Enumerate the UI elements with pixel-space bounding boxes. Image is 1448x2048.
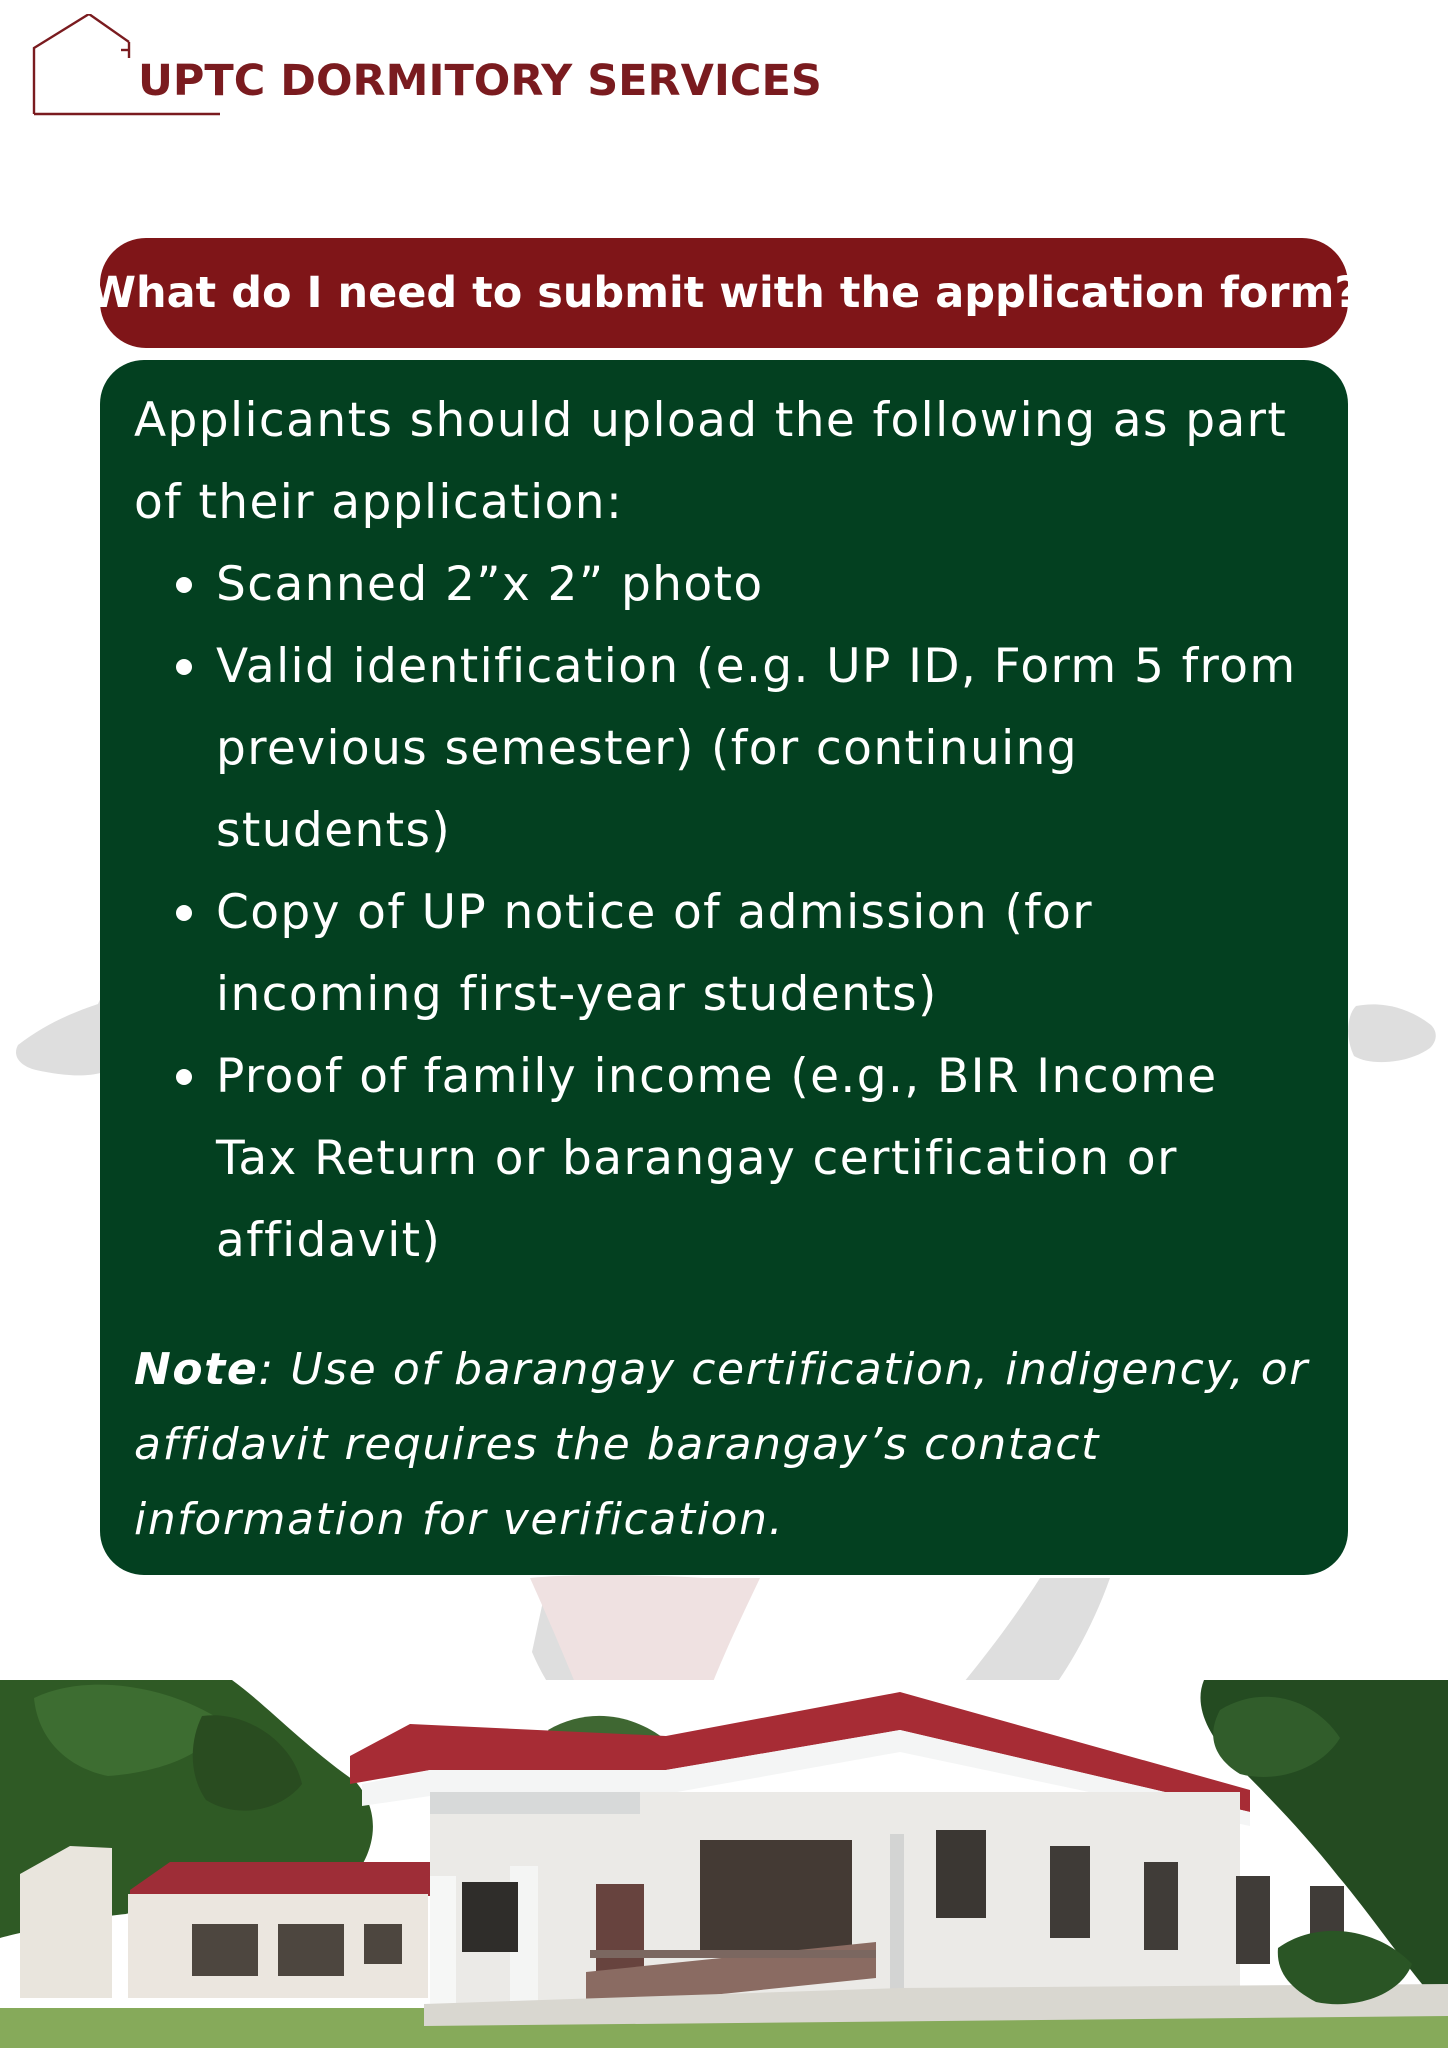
- question-text: What do I need to submit with the application form?: [88, 268, 1360, 318]
- intro-text: Applicants should upload the following as part of their application:: [134, 393, 1288, 530]
- dormitory-building-photo: [0, 1680, 1448, 2048]
- list-item-text: Valid identification (e.g. UP ID, Form 5 from previous semester) (for continuing students): [216, 639, 1297, 858]
- answer-panel: [100, 360, 1348, 1575]
- brand-title: UPTC DORMITORY SERVICES: [138, 56, 822, 106]
- note-body: : Use of barangay certification, indigency, or affidavit requires the barangay’s contact information for verification.: [134, 1344, 1309, 1545]
- requirements-list: [134, 544, 1314, 1282]
- list-item: [134, 626, 1314, 872]
- bullet-icon: [176, 659, 192, 675]
- list-item: [134, 872, 1314, 1036]
- bullet-icon: [176, 577, 192, 593]
- bullet-icon: [176, 905, 192, 921]
- list-item-text: Copy of UP notice of admission (for incoming first-year students): [216, 885, 1094, 1022]
- list-item-text: Proof of family income (e.g., BIR Income Tax Return or barangay certification or affidavit): [216, 1049, 1218, 1268]
- note-label: Note: [134, 1344, 259, 1395]
- bullet-icon: [176, 1069, 192, 1085]
- note-text: [134, 1332, 1314, 1557]
- list-item-text: Scanned 2”x 2” photo: [216, 557, 764, 612]
- question-banner: [88, 238, 1360, 348]
- list-item: [134, 544, 1314, 626]
- list-item: [134, 1036, 1314, 1282]
